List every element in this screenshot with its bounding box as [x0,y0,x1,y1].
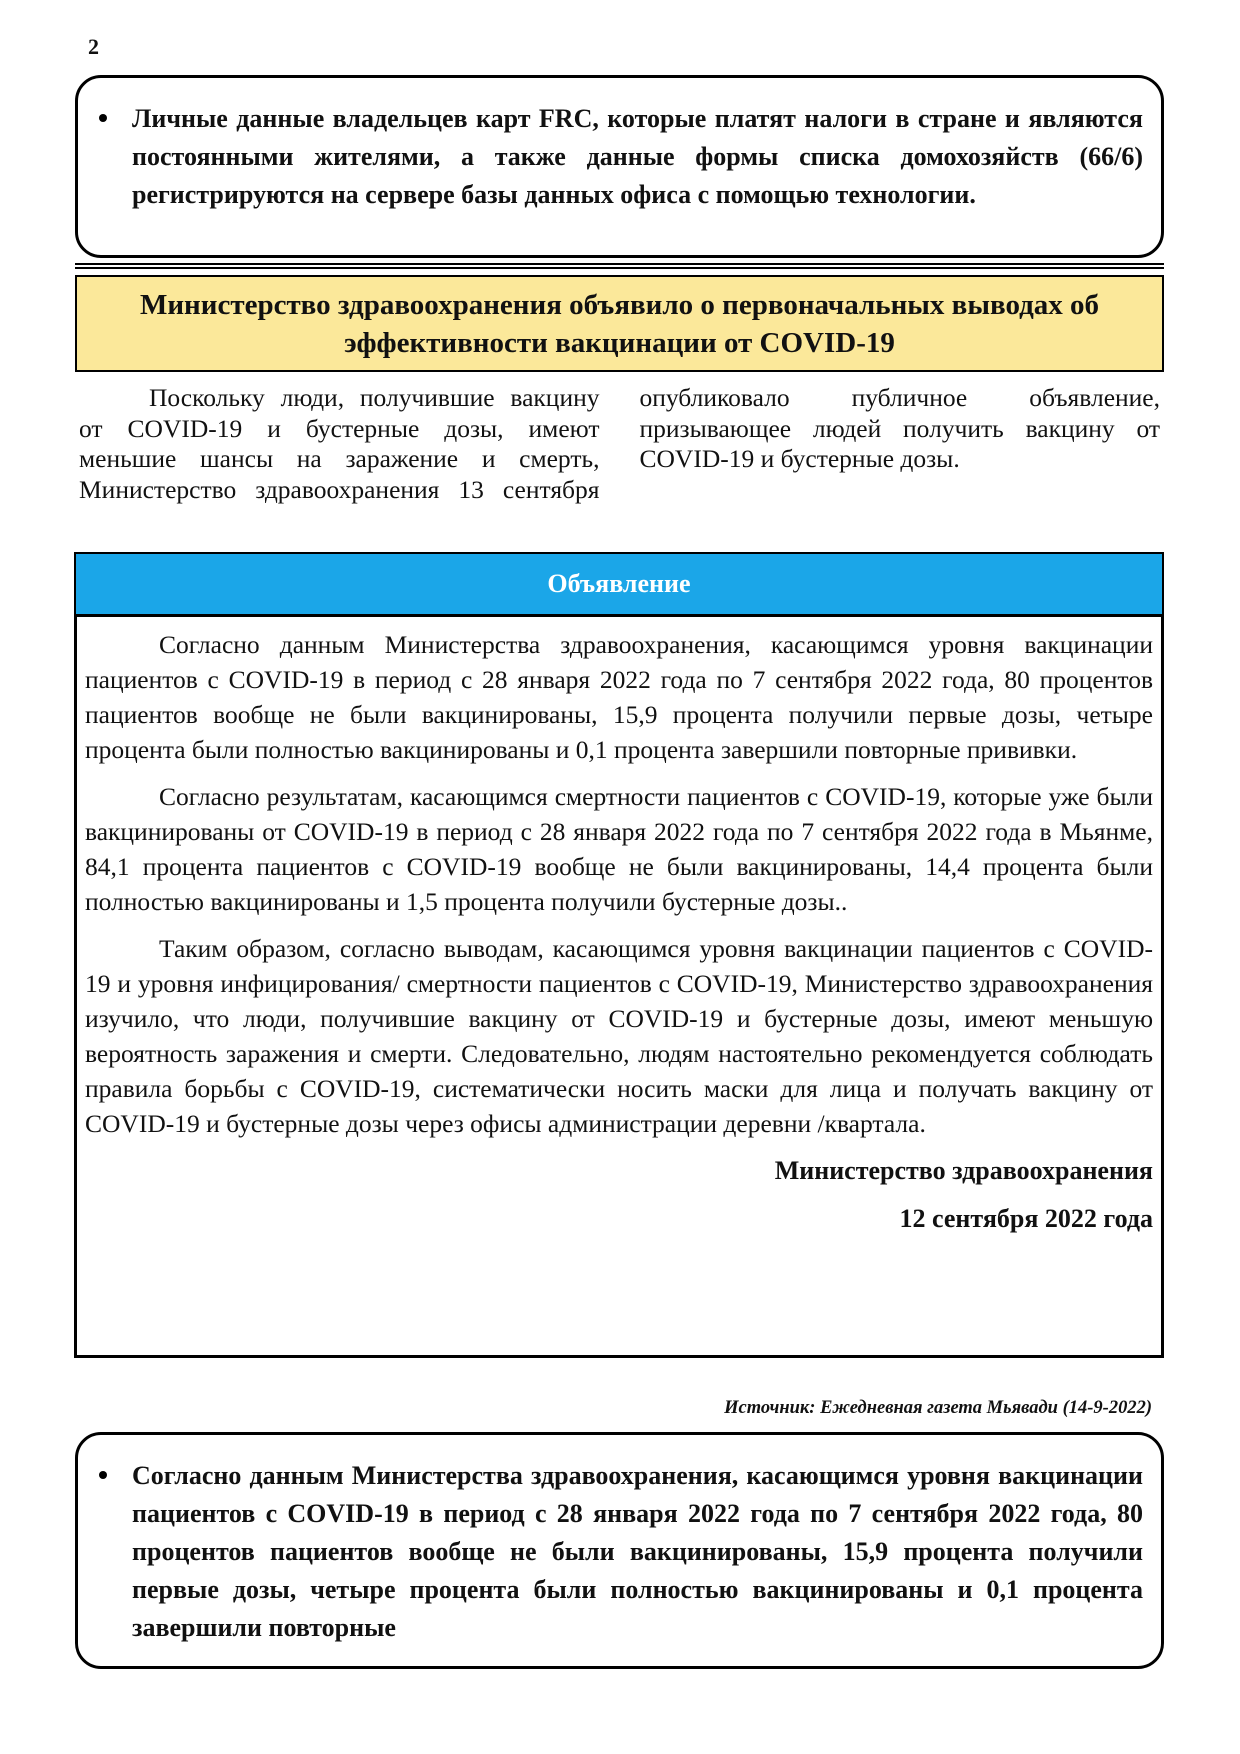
announcement-signature: Министерство здравоохранения [774,1156,1153,1185]
announcement-paragraph: Таким образом, согласно выводам, касающимся уровня вакцинации пациентов с COVID-19 и уровня инфицирования/ смертности пациентов с COVID-19, Министерство здравоохранения изучило, что люди, получившие вакцину от COVID-19 и бустерные дозы, имеют меньшую вероятность заражения и смерти. Следовательно, людям настоятельно рекомендуется соблюдать правила борьбы с COVID-19, систематически носить маски для лица и получать вакцину от COVID-19 и бустерные дозы через офисы администрации деревни /квартала. [85,934,1153,1138]
bullet-icon [99,1471,107,1479]
announcement-title: Объявление [547,569,691,598]
bottom-bullet-box [75,1432,1164,1669]
announcement-box [74,614,1164,1358]
source-citation: Источник: Ежедневная газета Мьявади (14-9-2022) [724,1398,1152,1418]
headline-text: Министерство здравоохранения объявило о первоначальных выводах об эффективности вакцинации от COVID-19 [139,288,1100,359]
article-headline [75,275,1164,372]
bullet-item [78,1435,1161,1647]
announcement-date: 12 сентября 2022 года [899,1204,1153,1233]
intro-text-columns [79,383,1160,533]
top-bullet-box [75,75,1164,258]
double-divider [75,263,1164,269]
bullet-text: Согласно данным Министерства здравоохранения, касающимся уровня вакцинации пациентов с COVID-19 в период с 28 января 2022 года по 7 сентября 2022 года, 80 процентов пациентов вообще не были вакцинированы, 15,9 процента получили первые дозы, четыре процента были полностью вакцинированы и 0,1 процента завершили повторные [132,1461,1143,1642]
intro-paragraph: Поскольку люди, получившие вакцину от COVID-19 и бустерные дозы, имеют меньшие шансы на заражение и смерть, Министерство здравоохранения 13 сентября опубликовало публичное объявление, призывающее людей получить вакцину от COVID-19 и бустерные дозы. [79,383,1160,504]
page-number: 2 [88,34,99,59]
announcement-paragraph: Согласно данным Министерства здравоохранения, касающимся уровня вакцинации пациентов с COVID-19 в период с 28 января 2022 года по 7 сентября 2022 года, 80 процентов пациентов вообще не были вакцинированы, 15,9 процента получили первые дозы, четыре процента были полностью вакцинированы и 0,1 процента завершили повторные прививки. [85,630,1153,764]
announcement-paragraph: Согласно результатам, касающимся смертности пациентов с COVID-19, которые уже были вакцинированы от COVID-19 в период с 28 января 2022 года по 7 сентября 2022 года в Мьянме, 84,1 процента пациентов с COVID-19 вообще не были вакцинированы, 14,4 процента были полностью вакцинированы и 1,5 процента получили бустерные дозы.. [85,782,1153,916]
bullet-text: Личные данные владельцев карт FRC, которые платят налоги в стране и являются постоянными жителями, а также данные формы списка домохозяйств (66/6) регистрируются на сервере базы данных офиса с помощью технологии. [132,104,1143,209]
bullet-item [78,78,1161,214]
announcement-title-bar [74,552,1164,616]
bullet-icon [99,114,107,122]
